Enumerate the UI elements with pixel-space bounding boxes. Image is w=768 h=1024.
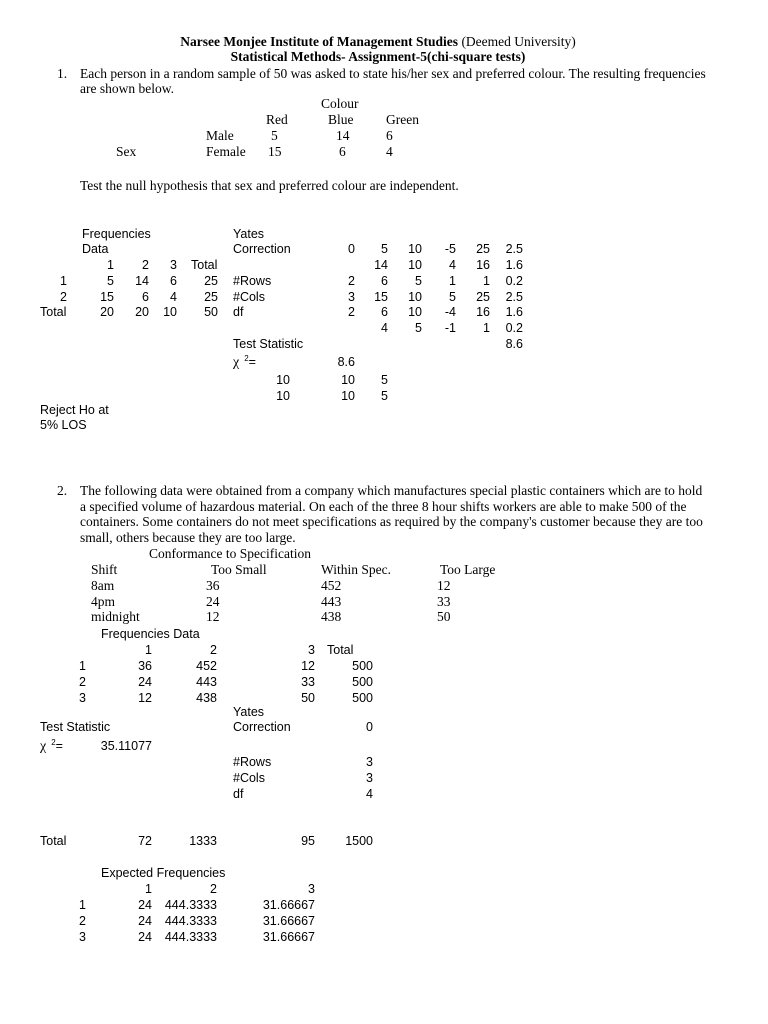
expected-cell: 10 [276,389,290,403]
computation-cell: 5 [381,242,388,256]
expected-cell: 31.66667 [262,914,315,928]
specification-row-label: 4pm [91,594,116,609]
survey-row-label: Male [206,128,234,143]
frequencies-column-header: 3 [308,643,315,657]
computation-cell: 1 [483,274,490,288]
computation-cell: 6 [381,274,388,288]
specification-cell: 438 [321,609,342,624]
computation-cell: 4 [449,258,456,272]
institute-note: (Deemed University) [461,34,576,49]
frequencies-cell: 6 [142,290,149,304]
frequencies-column-header: 2 [142,258,149,272]
df-label: df [233,305,244,319]
frequencies-cell: 50 [301,691,315,705]
frequencies-cell: 500 [352,675,373,689]
computation-cell: 10 [408,258,422,272]
computation-cell: 25 [476,290,490,304]
correction-label: Correction [233,720,291,734]
computation-cell: 16 [476,305,490,319]
specification-row-label: 8am [91,578,115,593]
specification-cell: 12 [206,609,220,624]
frequencies-column-header: 1 [145,643,152,657]
specification-cell: 50 [437,609,451,624]
frequencies-cell: 4 [170,290,177,304]
expected-cell: 5 [381,389,388,403]
frequencies-column-header: Total [191,258,218,272]
expected-cell: 24 [138,914,152,928]
computation-cell: 2.5 [505,290,523,304]
specification-cell: 443 [321,594,342,609]
chi-symbol: χ [40,739,47,754]
frequencies-cell: 12 [138,691,152,705]
computation-cell: 1.6 [505,305,523,319]
specification-cell: 33 [437,594,451,609]
expected-column-header: 3 [308,882,315,896]
yates-label: Yates [233,705,265,719]
frequencies-total-cell: 20 [100,305,114,319]
frequencies-cell: 15 [100,290,114,304]
frequencies-total-cell: 20 [135,305,149,319]
frequencies-cell: 25 [204,274,218,288]
computation-cell: 6 [381,305,388,319]
cols-count-value: 3 [366,771,373,785]
computation-cell: -5 [444,242,456,256]
computation-cell: 10 [408,305,422,319]
frequencies-cell: 33 [301,675,315,689]
frequencies-cell: 6 [170,274,177,288]
yates-label: Yates [233,227,265,241]
frequencies-subtitle: Data [82,242,109,256]
frequencies-total-cell: 50 [204,305,218,319]
frequencies-row-label: 1 [60,274,67,288]
computation-cell: 5 [415,321,422,335]
expected-cell: 31.66667 [262,898,315,912]
df-value: 4 [366,787,373,801]
computation-cell: 1.6 [505,258,523,272]
rows-count-label: #Rows [233,274,272,288]
frequencies-column-header: 1 [107,258,114,272]
cols-count-label: #Cols [233,771,265,785]
frequencies-row-label: 3 [79,691,86,705]
chi-exponent: 2 [51,738,56,747]
expected-column-header: 1 [145,882,152,896]
survey-row-group-label: Sex [116,144,137,159]
frequencies-total-label: Total [40,834,67,848]
survey-column-header: Red [266,112,288,127]
expected-frequencies-title: Expected Frequencies [101,866,226,880]
frequencies-cell: 5 [107,274,114,288]
frequencies-total-cell: 1333 [189,834,217,848]
frequencies-total-cell: 10 [163,305,177,319]
expected-cell: 31.66667 [262,930,315,944]
df-value: 2 [348,305,355,319]
conclusion-line: Reject Ho at [40,403,109,417]
survey-column-header: Blue [328,112,354,127]
frequencies-cell: 12 [301,659,315,673]
frequencies-title: Frequencies Data [101,627,200,641]
computation-cell: 5 [449,290,456,304]
specification-column-header: Too Large [440,562,496,577]
survey-group-header: Colour [321,96,359,111]
computation-cell: 15 [374,290,388,304]
correction-value: 0 [348,242,355,256]
computation-cell: 10 [408,242,422,256]
chi-equals: = [55,739,63,753]
chi-square-value: 35.11077 [100,739,152,753]
survey-column-header: Green [386,112,419,127]
chi-square-label [233,354,256,372]
computation-cell: 1 [483,321,490,335]
frequencies-row-label: 1 [79,659,86,673]
specification-column-header: Shift [91,562,118,577]
specification-group-header: Conformance to Specification [149,546,311,561]
expected-cell: 444.3333 [164,930,217,944]
question-text-line: containers. Some containers do not meet specifications as required by the company's customer because they are too [80,514,703,529]
institute-heading [0,34,756,50]
frequencies-title: Frequencies [82,227,151,241]
test-statistic-label: Test Statistic [40,720,111,734]
question-text-line: small, others because they are too large. [80,530,296,545]
computation-cell: 0.2 [505,321,523,335]
specification-cell: 12 [437,578,451,593]
expected-cell: 444.3333 [164,898,217,912]
frequencies-cell: 500 [352,659,373,673]
computation-sum: 8.6 [505,337,523,351]
assignment-title: Statistical Methods- Assignment-5(chi-square tests) [230,49,526,64]
expected-column-header: 2 [210,882,217,896]
specification-cell: 452 [321,578,342,593]
frequencies-total-label: Total [40,305,67,319]
computation-cell: 4 [381,321,388,335]
computation-cell: 10 [408,290,422,304]
question-text-line: Each person in a random sample of 50 was asked to state his/her sex and preferred colour. The resulting frequencies [80,66,706,81]
specification-cell: 36 [206,578,220,593]
survey-cell: 14 [336,128,350,143]
rows-count-label: #Rows [233,755,272,769]
frequencies-cell: 452 [196,659,217,673]
frequencies-column-header: 2 [210,643,217,657]
frequencies-cell: 14 [135,274,149,288]
computation-cell: 25 [476,242,490,256]
rows-count-value: 3 [366,755,373,769]
computation-cell: 2.5 [505,242,523,256]
frequencies-cell: 24 [138,675,152,689]
survey-cell: 6 [339,144,346,159]
computation-cell: -4 [444,305,456,319]
expected-row-label: 2 [79,914,86,928]
correction-value: 0 [366,720,373,734]
expected-cell: 10 [341,373,355,387]
chi-square-value: 8.6 [337,355,355,369]
frequencies-cell: 25 [204,290,218,304]
computation-cell: 1 [449,274,456,288]
chi-square-label [40,738,63,756]
cols-count-label: #Cols [233,290,265,304]
computation-cell: 14 [374,258,388,272]
frequencies-total-cell: 1500 [345,834,373,848]
institute-name: Narsee Monjee Institute of Management Studies [180,34,459,49]
frequencies-total-cell: 95 [301,834,315,848]
frequencies-total-cell: 72 [138,834,152,848]
cols-count-value: 3 [348,290,355,304]
expected-row-label: 1 [79,898,86,912]
survey-cell: 5 [271,128,278,143]
frequencies-cell: 36 [138,659,152,673]
rows-count-value: 2 [348,274,355,288]
chi-exponent: 2 [244,354,249,363]
expected-cell: 10 [341,389,355,403]
frequencies-column-header: Total [327,643,354,657]
expected-cell: 24 [138,898,152,912]
frequencies-cell: 438 [196,691,217,705]
computation-cell: 5 [415,274,422,288]
expected-cell: 5 [381,373,388,387]
expected-cell: 24 [138,930,152,944]
question-number: 2. [57,483,68,498]
df-label: df [233,787,244,801]
survey-cell: 6 [386,128,393,143]
specification-cell: 24 [206,594,220,609]
computation-cell: 16 [476,258,490,272]
computation-cell: 0.2 [505,274,523,288]
test-statistic-label: Test Statistic [233,337,304,351]
expected-cell: 444.3333 [164,914,217,928]
specification-column-header: Within Spec. [321,562,391,577]
expected-cell: 10 [276,373,290,387]
question-number: 1. [57,66,68,81]
correction-label: Correction [233,242,291,256]
specification-row-label: midnight [91,609,140,624]
frequencies-cell: 500 [352,691,373,705]
survey-cell: 4 [386,144,393,159]
survey-cell: 15 [268,144,282,159]
chi-symbol: χ [233,355,240,370]
specification-column-header: Too Small [211,562,267,577]
expected-row-label: 3 [79,930,86,944]
frequencies-column-header: 3 [170,258,177,272]
frequencies-row-label: 2 [60,290,67,304]
question-task: Test the null hypothesis that sex and preferred colour are independent. [80,178,459,193]
question-text-line: a specified volume of hazardous material. On each of the three 8 hour shifts workers are able to make 500 of the [80,499,687,514]
chi-equals: = [248,355,256,369]
question-text-line: are shown below. [80,81,174,96]
computation-cell: -1 [444,321,456,335]
frequencies-cell: 443 [196,675,217,689]
frequencies-row-label: 2 [79,675,86,689]
survey-row-label: Female [206,144,246,159]
question-text-line: The following data were obtained from a company which manufactures special plastic containers which are to hold [80,483,703,498]
conclusion-line: 5% LOS [40,418,87,432]
